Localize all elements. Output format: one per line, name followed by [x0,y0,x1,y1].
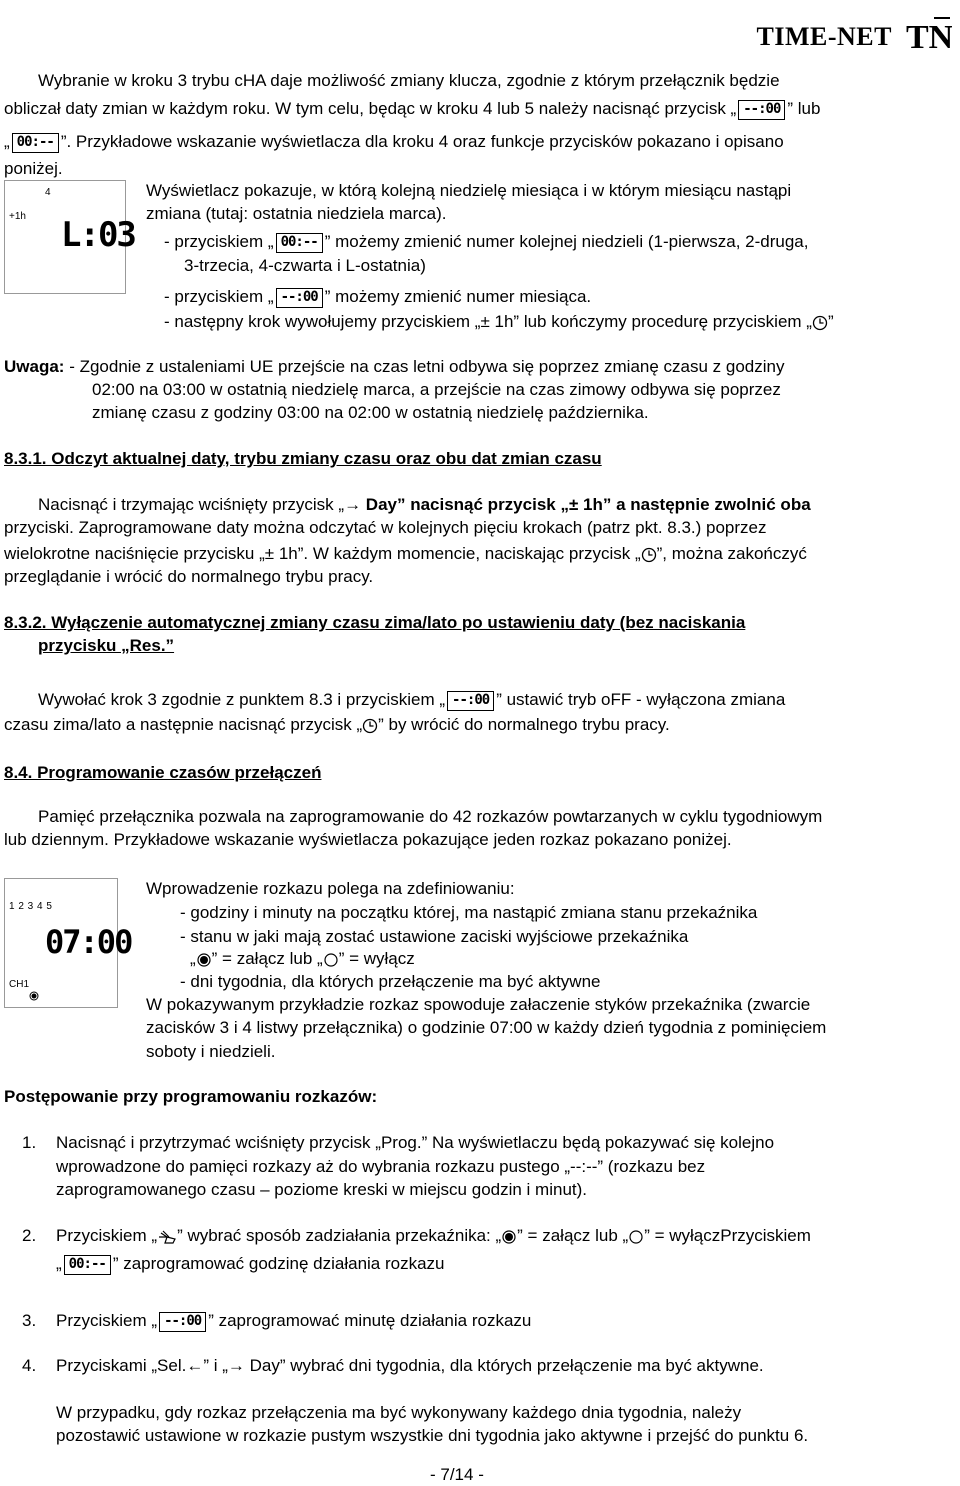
brand-mark-icon [904,14,952,56]
step-4-number: 4. [22,1356,37,1375]
display-step-number: 4 [45,187,51,198]
brand-name: TIME-NET [756,22,892,51]
bullet-hour-button: - przyciskiem „ 00:-- ” możemy zmienić numer kolejnej niedzieli (1-pierwsza, 2-druga, [164,232,809,251]
intro-line-1: Wybranie w kroku 3 trybu cHA daje możliwość zmiany klucza, zgodnie z którym przełącznik będzie [38,71,780,90]
intro-line-3: „ 00:-- ”. Przykładowe wskazanie wyświetlacza dla kroku 4 oraz funkcje przycisków pokazano i opisano [4,132,784,151]
s832-line-2: czasu zima/lato a następnie nacisnąć przycisk „ ” by wrócić do normalnego trybu pracy. [4,715,670,734]
s84-line-2: lub dziennym. Przykładowe wskazanie wyświetlacza pokazujące jeden rozkaz pokazano poniżej. [4,830,732,849]
display-channel: CH1 [9,979,30,990]
minute-button-icon: --:00 [447,691,494,711]
s831-line-1: Nacisnąć i trzymając wciśnięty przycisk „→ Day” nacisnąć przycisk „± 1h” a następnie zwolnić oba [38,495,811,514]
step-4-line-1: Przyciskami „Sel.←” i „→ Day” wybrać dni tygodnia, dla których przełączenie ma być aktywne. [56,1356,764,1375]
hour-button-icon: 00:-- [64,1255,111,1275]
step-1-line-3: zaprogramowanego czasu – poziome kreski w miejscu godzin i minut). [56,1180,588,1199]
display-value: L:03 [61,215,135,255]
procedure-title: Postępowanie przy programowaniu rozkazów: [4,1087,378,1106]
p3-line-7: zacisków 3 i 4 listwy przełącznika) o godzinie 07:00 w każdy dzień tygodnia z pominięciem [146,1018,827,1037]
hand-icon [157,1229,177,1245]
off-state-icon [628,1229,644,1245]
section-8-3-2-title-1: 8.3.2. Wyłączenie automatycznej zmiany czasu zima/lato po ustawieniu daty (bez naciskania [4,613,746,632]
on-state-icon [29,991,39,1001]
step-3-number: 3. [22,1311,37,1330]
s84-line-1: Pamięć przełącznika pozwala na zaprogramowanie do 42 rozkazów powtarzanych w cyklu tygodniowym [38,807,823,826]
page-number: - 7/14 - [430,1465,484,1484]
s831-line-4: przeglądanie i wrócić do normalnego trybu pracy. [4,567,374,586]
section-8-3-1-title: 8.3.1. Odczyt aktualnej daty, trybu zmiany czasu oraz obu dat zmian czasu [4,449,602,468]
minute-button-icon: --:00 [276,288,323,308]
brand-logo [757,22,892,52]
logo-mark-text: TN [906,19,952,54]
p3-line-5: - dni tygodnia, dla których przełączenie ma być aktywne [180,972,601,991]
lcd-display-1 [4,180,135,294]
step-1-line-2: wprowadzone do pamięci rozkazy aż do wybrania rozkazu pustego „--:--” (rozkazu bez [56,1157,706,1176]
clock-icon [812,315,828,331]
s831-line-2: przyciski. Zaprogramowane daty można odczytać w kolejnych pięciu krokach (patrz pkt. 8.3.) poprzez [4,518,767,537]
s831-line-3: wielokrotne naciśnięcie przycisku „± 1h”. W każdym momencie, naciskając przycisk „ ”, można zakończyć [4,544,807,563]
section-8-3-2-title-2: przycisku „Res.” [38,636,175,655]
step-4-line-3: pozostawić ustawione w rozkazie pustym wszystkie dni tygodnia jako aktywne i przejść do punktu 6. [56,1426,809,1445]
on-state-icon [196,952,212,968]
warning-line-3: zmianę czasu z godziny 03:00 na 02:00 w ostatnią niedzielę października. [92,403,649,422]
off-state-icon [323,952,339,968]
display-desc-line-2: zmiana (tutaj: ostatnia niedziela marca). [146,204,447,223]
step-1-line-1: Nacisnąć i przytrzymać wciśnięty przycisk „Prog.” Na wyświetlaczu będą pokazywać się kolejno [56,1133,775,1152]
on-state-icon [501,1229,517,1245]
display-indicator-label: +1h [9,211,26,222]
p3-line-3: - stanu w jaki mają zostać ustawione zaciski wyjściowe przekaźnika [180,927,689,946]
step-1-number: 1. [22,1133,37,1152]
warning-line-1: Uwaga: - Zgodnie z ustaleniami UE przejście na czas letni odbywa się poprzez zmianę czasu z godziny [4,357,785,376]
step-4-line-2: W przypadku, gdy rozkaz przełączenia ma być wykonywany każdego dnia tygodnia, należy [56,1403,742,1422]
p3-line-1: Wprowadzenie rozkazu polega na zdefiniowaniu: [146,879,515,898]
lcd-display-2 [4,878,132,1008]
intro-line-2: obliczał daty zmian w każdym roku. W tym celu, będąc w kroku 4 lub 5 należy nacisnąć przycisk „ --:00 ” lub [4,99,821,118]
warning-line-2: 02:00 na 03:00 w ostatnią niedzielę marca, a przejście na czas zimowy odbywa się poprzez [92,380,781,399]
minute-button-icon: --:00 [159,1312,206,1332]
clock-icon [362,718,378,734]
step-3-line-1: Przyciskiem „ --:00 ” zaprogramować minutę działania rozkazu [56,1311,532,1330]
hour-button-icon: 00:-- [276,233,323,253]
section-8-4-title: 8.4. Programowanie czasów przełączeń [4,763,322,782]
p3-line-4: „ ” = załącz lub „ ” = wyłącz [190,949,415,968]
bullet-next-step: - następny krok wywołujemy przyciskiem „± 1h” lub kończymy procedurę przyciskiem „ ” [164,312,834,331]
clock-icon [641,547,657,563]
p3-line-2: - godziny i minuty na początku której, ma nastąpić zmiana stanu przekaźnika [180,903,758,922]
minute-button-icon: --:00 [738,100,785,120]
step-2-line-1: Przyciskiem „ ” wybrać sposób zadziałania przekaźnika: „ ” = załącz lub „ ” = wyłączPrzyciskiem [56,1226,811,1245]
step-2-line-2: „ 00:-- ” zaprogramować godzinę działania rozkazu [56,1254,445,1273]
display-desc-line-1: Wyświetlacz pokazuje, w którą kolejną niedzielę miesiąca i w którym miesiącu nastąpi [146,181,792,200]
s832-line-1: Wywołać krok 3 zgodnie z punktem 8.3 i przyciskiem „ --:00 ” ustawić tryb oFF - wyłączona zmiana [38,690,786,709]
p3-line-8: soboty i niedzieli. [146,1042,276,1061]
p3-line-6: W pokazywanym przykładzie rozkaz spowoduje załaczenie styków przekaźnika (zwarcie [146,995,811,1014]
step-2-number: 2. [22,1226,37,1245]
display-time: 07:00 [45,923,132,961]
bullet-hour-button-cont: 3-trzecia, 4-czwarta i L-ostatnia) [184,256,426,275]
bullet-minute-button: - przyciskiem „ --:00 ” możemy zmienić numer miesiąca. [164,287,592,306]
intro-line-4: poniżej. [4,159,63,178]
display-days: 1 2 3 4 5 [9,901,52,912]
hour-button-icon: 00:-- [12,133,59,153]
